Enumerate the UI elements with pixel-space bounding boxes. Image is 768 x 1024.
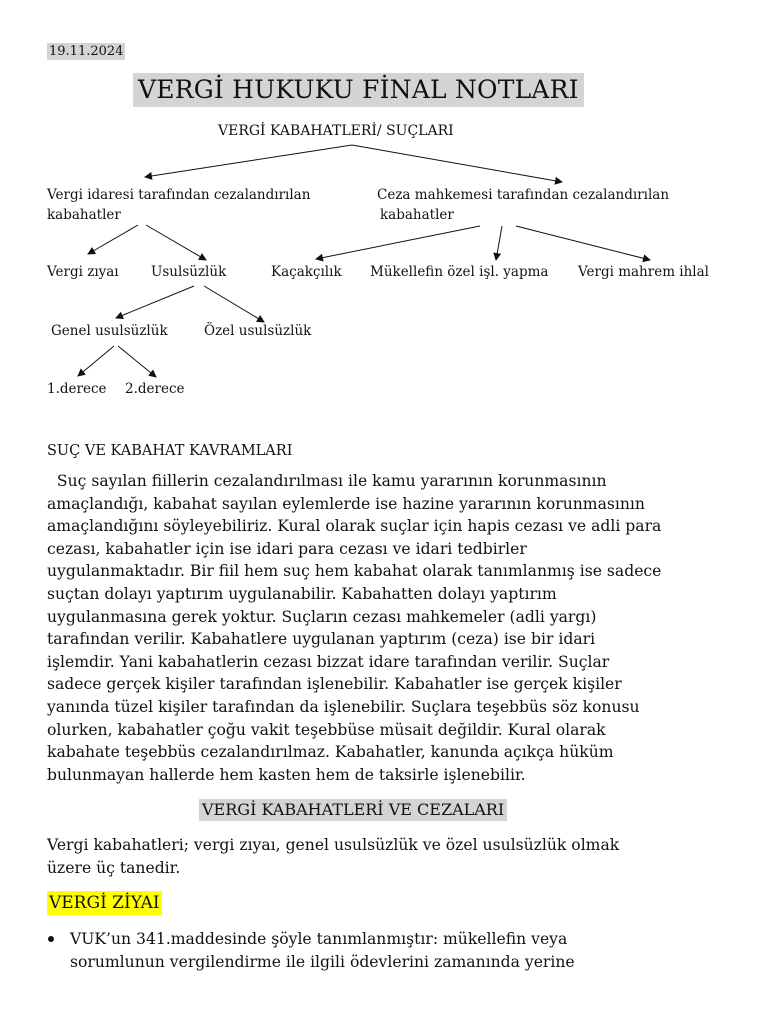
paragraph-line: uygulanmaktadır. Bir fiil hem suç hem kabahat olarak tanımlanmış ise sadece: [47, 562, 662, 581]
arrow-left-vergi-ziyai: [88, 225, 138, 254]
paragraph-line: yanında tüzel kişiler tarafından da işlenebilir. Suçlara teşebbüs söz konusu: [47, 697, 640, 716]
section-heading-vergi-kabahatleri: VERGİ KABAHATLERİ VE CEZALARI: [199, 799, 507, 821]
diagram-genel-usulsuzluk: Genel usulsüzlük: [51, 323, 168, 339]
section-heading-suc-ve-kabahat: SUÇ VE KABAHAT KAVRAMLARI: [47, 443, 293, 459]
arrow-genel-2-derece: [118, 346, 156, 377]
bullet-item: [70, 928, 575, 974]
paragraph-line: kabahate teşebbüs cezalandırılmaz. Kabahatler, kanunda açıkça hüküm: [47, 743, 614, 762]
arrow-left-usulsuzluk: [146, 225, 206, 260]
paragraph-line: suçtan dolayı yaptırım uygulanabilir. Kabahatten dolayı yaptırım: [47, 584, 557, 603]
bullet-line: VUK’un 341.maddesinde şöyle tanımlanmıştır: mükellefin veya: [70, 930, 568, 948]
arrow-root-left: [145, 145, 352, 177]
diagram-right-branch-line2: kabahatler: [380, 207, 454, 223]
paragraph-line: uygulanmasına gerek yoktur. Suçların cezası mahkemeler (adli yargı): [47, 607, 597, 626]
diagram-usulsuzluk: Usulsüzlük: [151, 264, 227, 280]
diagram-right-branch-line1: Ceza mahkemesi tarafından cezalandırılan: [377, 187, 670, 203]
arrow-usulsuzluk-genel: [116, 286, 194, 318]
section-heading-vergi-ziyai: VERGİ ZİYAI: [49, 893, 160, 913]
diagram-2-derece: 2.derece: [125, 381, 185, 397]
paragraph-line: amaçlandığını söyleyebiliriz. Kural olarak suçlar için hapis cezası ve adli para: [47, 517, 662, 536]
document-title: VERGİ HUKUKU FİNAL NOTLARI: [133, 73, 584, 107]
arrow-right-mahrem: [516, 226, 650, 260]
arrow-genel-1-derece: [78, 346, 114, 376]
paragraph-line: Vergi kabahatleri; vergi zıyaı, genel usulsüzlük ve özel usulsüzlük olmak: [47, 836, 620, 854]
paragraph-line: Suç sayılan fiillerin cezalandırılması ile kamu yararının korunmasının: [47, 472, 607, 490]
diagram-kacakcilik: Kaçakçılık: [271, 264, 342, 280]
bullet-icon: [48, 936, 54, 942]
paragraph-line: olurken, kabahatler çoğu vakit teşebbüse müsait değildir. Kural olarak: [47, 720, 606, 739]
diagram-1-derece: 1.derece: [47, 381, 107, 397]
paragraph-line: cezası, kabahatler için ise idari para cezası ve idari tedbirler: [47, 539, 527, 558]
diagram-left-branch-line2: kabahatler: [47, 207, 121, 223]
document-date: 19.11.2024: [49, 44, 124, 59]
section-paragraph-vergi-kabahatleri: [47, 834, 619, 880]
diagram-mahrem: Vergi mahrem ihlal: [578, 264, 709, 280]
paragraph-line: üzere üç tanedir.: [47, 859, 181, 877]
diagram-ozel-usulsuzluk: Özel usulsüzlük: [204, 323, 312, 339]
diagram-root: VERGİ KABAHATLERİ/ SUÇLARI: [218, 123, 454, 139]
bullet-line: sorumlunun vergilendirme ile ilgili ödevlerini zamanında yerine: [70, 953, 575, 971]
diagram-vergi-ziyai: Vergi zıyaı: [47, 264, 119, 280]
paragraph-line: amaçlandığı, kabahat sayılan eylemlerde ise hazine yararının korunmasının: [47, 494, 645, 513]
arrow-right-kacakcilik: [316, 226, 480, 259]
arrow-root-right: [352, 145, 562, 182]
section-paragraph-suc-ve-kabahat: [47, 470, 737, 786]
paragraph-line: işlemdir. Yani kabahatlerin cezası bizzat idare tarafından verilir. Suçlar: [47, 652, 610, 671]
paragraph-line: tarafından verilir. Kabahatlere uygulanan yaptırım (ceza) ise bir idari: [47, 630, 596, 649]
diagram-left-branch-line1: Vergi idaresi tarafından cezalandırılan: [47, 187, 311, 203]
paragraph-line: sadece gerçek kişiler tarafından işlenebilir. Kabahatler ise gerçek kişiler: [47, 675, 622, 694]
arrow-right-mukellefin: [496, 226, 502, 260]
diagram-mukellefin: Mükellefin özel işl. yapma: [370, 264, 549, 280]
paragraph-line: bulunmayan hallerde hem kasten hem de taksirle işlenebilir.: [47, 765, 526, 784]
arrow-usulsuzluk-ozel: [204, 286, 264, 322]
